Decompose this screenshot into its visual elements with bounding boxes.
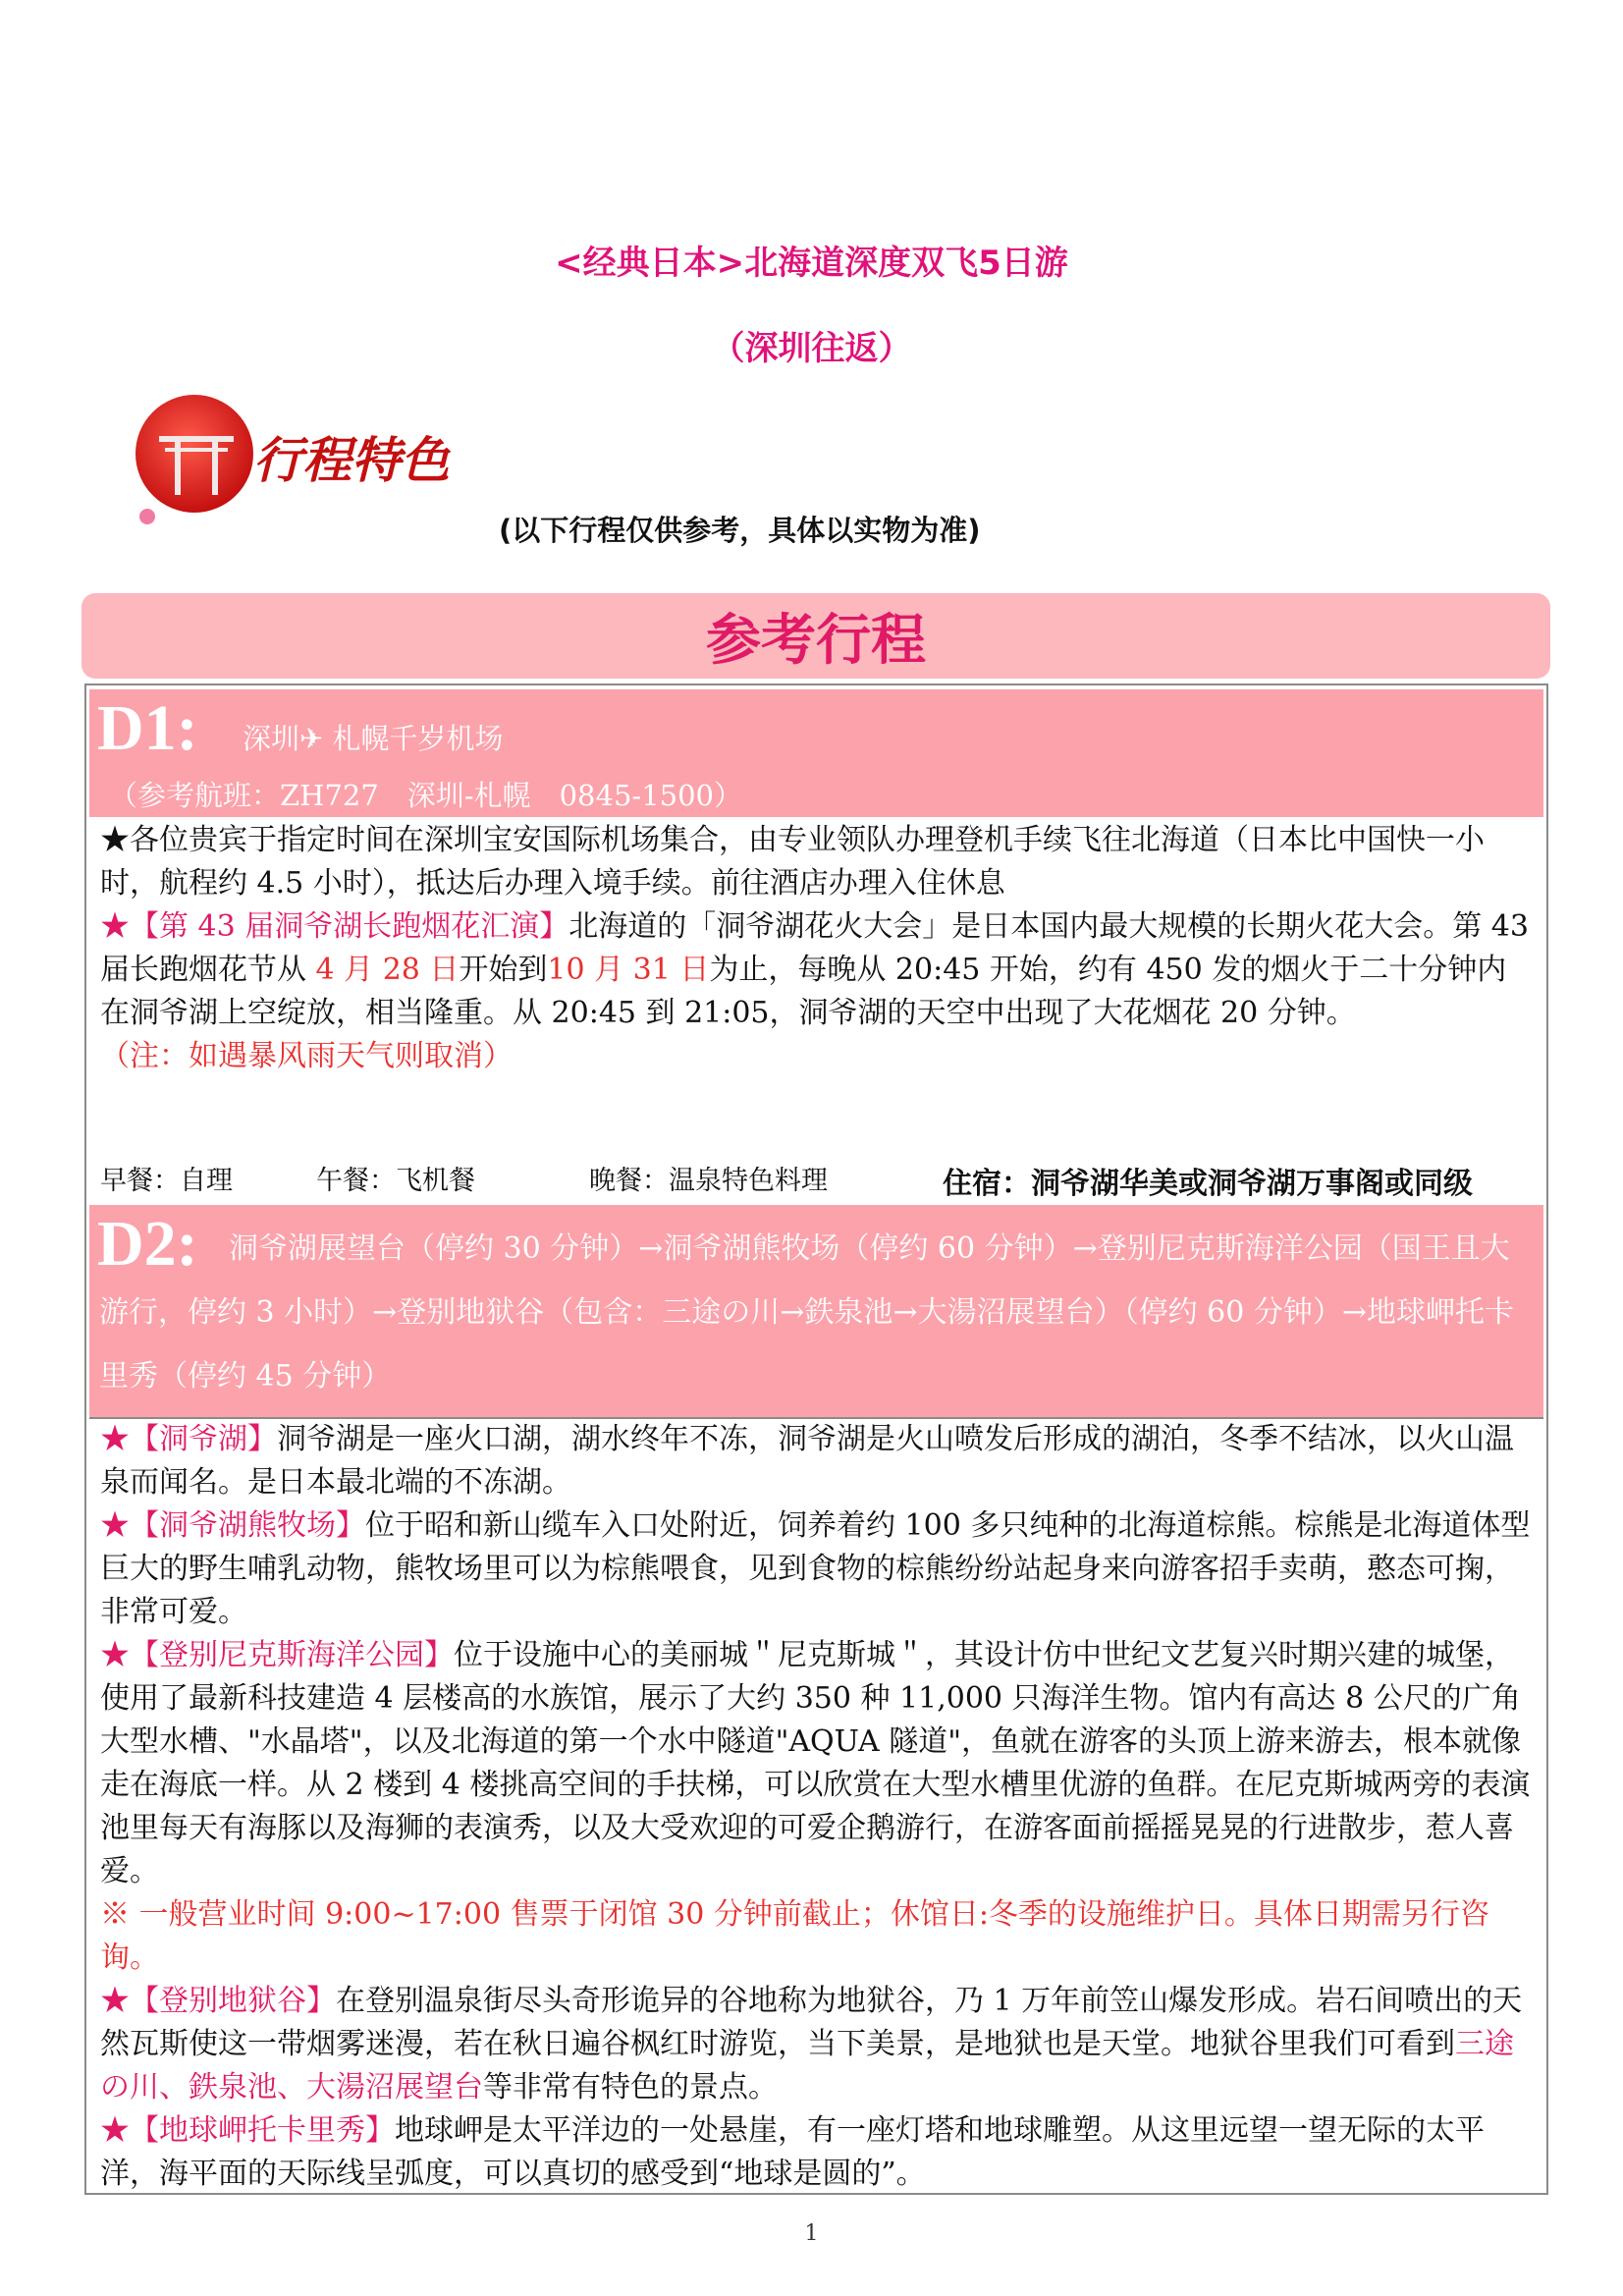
hell-valley-text: 在登别温泉街尽头奇形诡异的谷地称为地狱谷，乃 1 万年前笠山爆发形成。岩石间喷出的天然瓦斯使这一带烟雾迷漫，若在秋日遍谷枫红时游览，当下美景，是地狱也是天堂。地狱谷里我们可看到 (100, 1984, 1523, 2061)
day1-content (100, 819, 1534, 1078)
fireworks-heading: ★【第 43 届洞爷湖长跑烟花汇演】 (100, 909, 569, 944)
end-date: 10 月 31 日 (547, 953, 710, 987)
fireworks-text-3: 为止，每晚从 20:45 开始，约有 450 发的烟火于二十分钟内在洞爷湖上空绽放，相当隆重。从 20:45 到 21:05，洞爷湖的天空中出现了大花烟花 20 分钟。 (100, 953, 1507, 1030)
start-date: 4 月 28 日 (315, 953, 460, 987)
fireworks-text-2: 开始到 (459, 953, 548, 987)
lake-toya-text: 洞爷湖是一座火口湖，湖水终年不冻，洞爷湖是火山喷发后形成的湖泊，冬季不结冰，以火山温泉而闻名。是日本最北端的不冻湖。 (100, 1422, 1514, 1500)
red-sun-icon (135, 395, 253, 513)
torii-sun-logo (124, 393, 516, 540)
day2-content (100, 1418, 1534, 2196)
hell-valley-paragraph (100, 1980, 1534, 2109)
hotel-info: 住宿：洞爷湖华美或洞爷湖万事阁或同级 (943, 1167, 1473, 1201)
reference-itinerary-banner (81, 593, 1550, 679)
lake-toya-heading: ★【洞爷湖】 (100, 1422, 277, 1456)
day2-header (89, 1205, 1543, 1417)
dinner-info: 晚餐：温泉特色料理 (589, 1166, 828, 1196)
day1-route: 深圳✈ 札幌千岁机场 (243, 722, 504, 755)
document-subtitle: （深圳往返） (711, 329, 912, 368)
hell-valley-highlights: 三途の川、鉄泉池、大湯沼展望台 (100, 2027, 1514, 2105)
breakfast-info: 早餐：自理 (100, 1166, 233, 1196)
day2-label: D2: (97, 1208, 198, 1280)
bear-ranch-text: 位于昭和新山缆车入口处附近，饲养着约 100 多只纯种的北海道棕熊。棕熊是北海道体型巨大的野生哺乳动物，熊牧场里可以为棕熊喂食，见到食物的棕熊纷纷站起身来向游客招手卖萌，憨态可掬，非常可爱。 (100, 1508, 1531, 1629)
cape-chikyu-text: 地球岬是太平洋边的一处悬崖，有一座灯塔和地球雕塑。从这里远望一望无际的太平洋，海平面的天际线呈弧度，可以真切的感受到“地球是圆的”。 (100, 2113, 1485, 2191)
cape-chikyu-paragraph (100, 2109, 1534, 2196)
nixe-park-heading: ★【登别尼克斯海洋公园】 (100, 1638, 454, 1672)
document-title: <经典日本>北海道深度双飞5日游 (555, 244, 1068, 283)
day1-header (89, 689, 1543, 817)
reference-note: (以下行程仅供参考，具体以实物为准) (499, 514, 981, 547)
banner-label: 参考行程 (706, 609, 926, 673)
day2-route: 洞爷湖展望台（停约 30 分钟）→洞爷湖熊牧场（停约 60 分钟）→登别尼克斯海洋公园（国王且大游行，停约 3 小时）→登别地狱谷（包含：三途の川→鉄泉池→大湯沼展望台）（停约 60 分钟）→地球岬托卡里秀（停约 45 分钟） (99, 1231, 1514, 1394)
bear-ranch-heading: ★【洞爷湖熊牧场】 (100, 1508, 365, 1543)
fireworks-text-1: 北海道的「洞爷湖花火大会」是日本国内最大规模的长期火花大会。第 43 届长跑烟花节从 (100, 909, 1529, 987)
lake-toya-paragraph (100, 1418, 1534, 1504)
cape-chikyu-heading: ★【地球岬托卡里秀】 (100, 2113, 395, 2148)
day1-paragraph-1: ★各位贵宾于指定时间在深圳宝安国际机场集合，由专业领队办理登机手续飞往北海道（日本比中国快一小时，航程约 4.5 小时），抵达后办理入境手续。前往酒店办理入住休息 (100, 823, 1485, 901)
logo-text: 行程特色 (253, 431, 450, 489)
day1-weather-note: （注：如遇暴风雨天气则取消） (100, 1039, 513, 1073)
day1-meals (100, 1157, 1534, 1200)
nixe-park-hours-note: ※ 一般营业时间 9:00~17:00 售票于闭馆 30 分钟前截止；休馆日:冬季的设施维护日。具体日期需另行咨询。 (100, 1897, 1489, 1975)
bear-ranch-paragraph (100, 1504, 1534, 1634)
sakura-flower-icon (139, 509, 155, 524)
day1-label: D1: (97, 692, 198, 764)
day1-flight: （参考航班：ZH727 深圳-札幌 0845-1500） (109, 779, 742, 812)
nixe-park-text: 位于设施中心的美丽城＂尼克斯城＂，其设计仿中世纪文艺复兴时期兴建的城堡，使用了最新科技建造 4 层楼高的水族馆，展示了大约 350 种 11,000 只海洋生物。馆内有高达 8 公尺的广角大型水槽、"水晶塔"，以及北海道的第一个水中隧道"AQUA 隧道"，鱼就在游客的头顶上游来游去，根本就像走在海底一样。从 2 楼到 4 楼挑高空间的手扶梯，可以欣赏在大型水槽里优游的鱼群。在尼克斯城两旁的表演池里每天有海豚以及海狮的表演秀，以及大受欢迎的可爱企鹅游行，在游客面前摇摇晃晃的行进散步，惹人喜爱。 (100, 1638, 1531, 1888)
hell-valley-heading: ★【登别地狱谷】 (100, 1984, 336, 2018)
page-number: 1 (804, 2221, 819, 2246)
hell-valley-tail: 等非常有特色的景点。 (483, 2070, 778, 2105)
lunch-info: 午餐：飞机餐 (316, 1166, 475, 1196)
day1-paragraph-2 (100, 905, 1534, 1035)
nixe-park-paragraph (100, 1634, 1534, 1893)
